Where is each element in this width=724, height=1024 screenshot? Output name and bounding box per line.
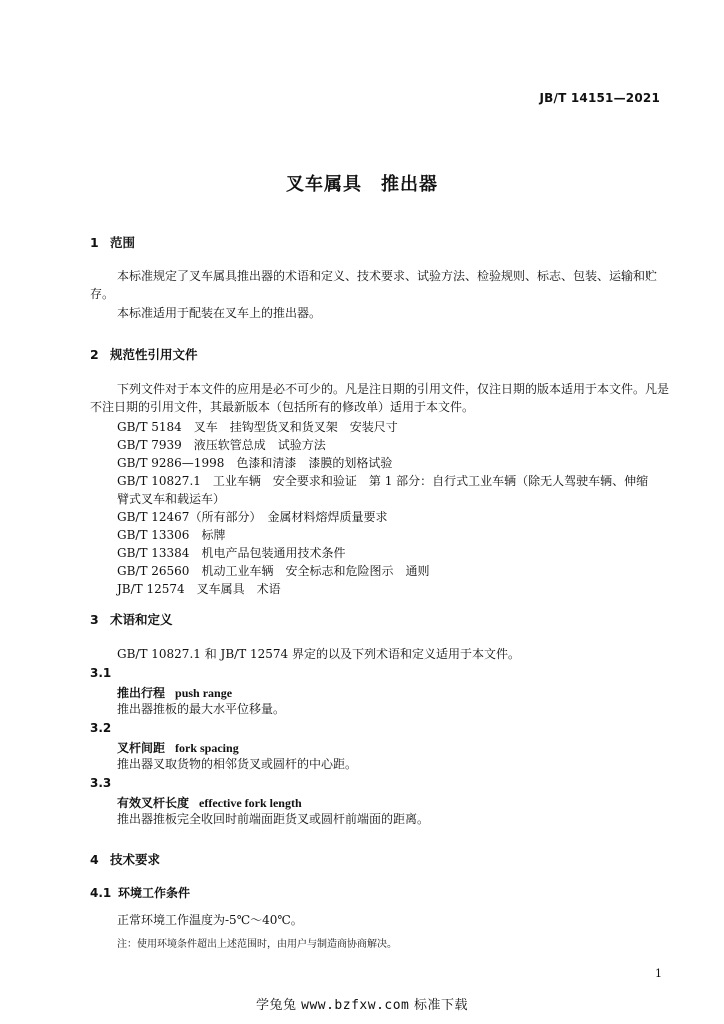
term-number: 3.1 <box>90 666 112 680</box>
page-number: 1 <box>655 967 662 980</box>
section-number: 3 <box>90 612 99 627</box>
section-number: 2 <box>90 347 99 362</box>
term-en: effective fork length <box>199 796 302 810</box>
standard-code: JB/T 14151—2021 <box>539 91 660 105</box>
scope-paragraph-2: 本标准适用于配装在叉车上的推出器。 <box>117 306 322 320</box>
term-zh: 叉杆间距 <box>117 741 166 755</box>
footer-site: www.bzfxw.com <box>301 998 410 1013</box>
reference-item: GB/T 13306 标牌 <box>117 528 226 542</box>
reference-item: GB/T 7939 液压软管总成 试验方法 <box>117 438 326 452</box>
footer-label: 标准下载 <box>414 998 469 1013</box>
term-heading <box>117 739 239 756</box>
document-title: 叉车属具 推出器 <box>286 174 438 195</box>
reference-item: JB/T 12574 叉车属具 术语 <box>117 582 281 596</box>
section-title: 技术要求 <box>110 852 161 867</box>
footer-watermark <box>0 994 724 1013</box>
term-zh: 推出行程 <box>117 686 166 700</box>
reference-item-continuation: 臂式叉车和载运车） <box>117 492 226 506</box>
section-title: 规范性引用文件 <box>110 347 198 362</box>
section-2-heading <box>90 345 198 363</box>
note-text: 注：使用环境条件超出上述范围时，由用户与制造商协商解决。 <box>117 939 397 950</box>
scope-paragraph-1: 本标准规定了叉车属具推出器的术语和定义、技术要求、试验方法、检验规则、标志、包装、运输和贮存。 <box>90 269 658 301</box>
subsection-number: 4.1 <box>90 886 112 900</box>
section-number: 1 <box>90 235 99 250</box>
term-definition: 推出器推板的最大水平位移量。 <box>117 702 286 716</box>
section-4-heading <box>90 850 160 868</box>
term-definition: 推出器推板完全收回时前端面距货叉或圆杆前端面的距离。 <box>117 812 430 826</box>
section-title: 术语和定义 <box>110 612 173 627</box>
environment-temperature-text: 正常环境工作温度为-5℃～40℃。 <box>117 913 303 927</box>
reference-item: GB/T 10827.1 工业车辆 安全要求和验证 第 1 部分：自行式工业车辆（除无人驾驶车辆、伸缩 <box>117 474 649 488</box>
reference-item: GB/T 26560 机动工业车辆 安全标志和危险图示 通则 <box>117 564 430 578</box>
subsection-title: 环境工作条件 <box>118 886 191 900</box>
term-heading <box>117 684 232 701</box>
term-en: push range <box>175 686 233 700</box>
term-zh: 有效叉杆长度 <box>117 796 190 810</box>
terms-intro: GB/T 10827.1 和 JB/T 12574 界定的以及下列术语和定义适用于本文件。 <box>117 647 520 661</box>
term-en: fork spacing <box>175 741 239 755</box>
section-3-heading <box>90 610 173 628</box>
section-1-heading <box>90 233 135 251</box>
reference-item: GB/T 5184 叉车 挂钩型货叉和货叉架 安装尺寸 <box>117 420 398 434</box>
term-number: 3.2 <box>90 721 112 735</box>
section-title: 范围 <box>110 235 136 250</box>
references-intro: 下列文件对于本文件的应用是必不可少的。凡是注日期的引用文件，仅注日期的版本适用于本文件。凡是不注日期的引用文件，其最新版本（包括所有的修改单）适用于本文件。 <box>90 382 670 414</box>
reference-item: GB/T 12467（所有部分） 金属材料熔焊质量要求 <box>117 510 388 524</box>
footer-brand: 学兔兔 <box>255 998 297 1013</box>
section-number: 4 <box>90 852 99 867</box>
term-number: 3.3 <box>90 776 112 790</box>
subsection-4-1-heading <box>90 884 190 901</box>
term-definition: 推出器叉取货物的相邻货叉或圆杆的中心距。 <box>117 757 358 771</box>
reference-item: GB/T 9286—1998 色漆和清漆 漆膜的划格试验 <box>117 456 393 470</box>
reference-item: GB/T 13384 机电产品包装通用技术条件 <box>117 546 346 560</box>
term-heading <box>117 794 302 811</box>
